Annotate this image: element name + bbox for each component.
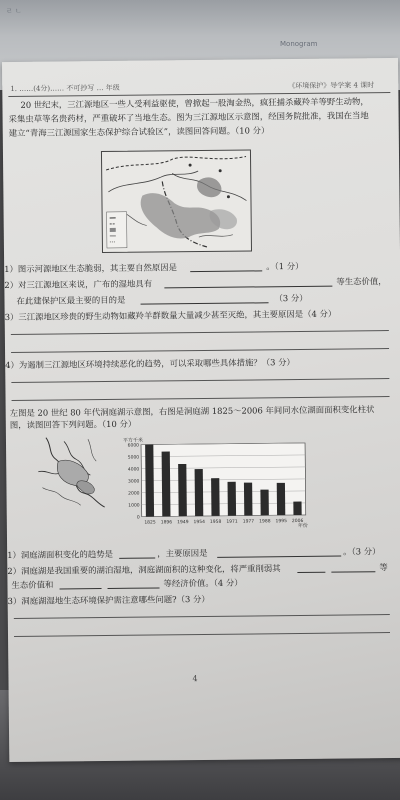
q2-1-score: 。（3 分） (343, 546, 381, 557)
x-tick-label: 1995 (275, 519, 287, 525)
q1-1-blank[interactable] (190, 261, 262, 272)
q1-2b-score: （3 分） (274, 292, 308, 304)
bar-1825 (145, 445, 154, 517)
q2-1-mid: ，主要原因是 (157, 547, 208, 559)
q1-3-answer-line[interactable] (11, 330, 389, 335)
q2-2b-blank2[interactable] (107, 578, 159, 589)
q2-3-answer-line[interactable] (14, 632, 390, 637)
dongting-area-bar-chart (121, 433, 312, 531)
q1-3-text: 3）三江源地区珍贵的野生动物如藏羚羊群数量大量减少甚至灭绝，其主要原因是（4 分） (4, 308, 337, 323)
bar-1971 (228, 482, 237, 516)
q1-intro-line2: 采集虫草等名贵药材，严重破坏了当地生态。图为三江源地区示意图，经国务院批准，我国在当地 (8, 110, 369, 125)
y-tick-label: 3000 (127, 479, 140, 485)
y-tick-label: 5000 (127, 455, 140, 461)
y-tick-label: 6000 (127, 443, 140, 449)
desk-background-top: ㄹ ㄴ Monogram (0, 0, 400, 90)
page-number: 4 (192, 674, 198, 684)
q1-4-answer-line[interactable] (12, 396, 390, 401)
q1-2-text: 2）对三江源地区来说，广布的湿地具有 (4, 278, 153, 291)
q2-2-blank2[interactable] (331, 562, 375, 572)
x-tick-label: 2006 (291, 518, 304, 525)
q1-4-answer-line[interactable] (11, 378, 389, 383)
x-tick-label: 1949 (177, 520, 189, 526)
q2-intro-line1: 左图是 20 世纪 80 年代洞庭湖示意图，右图是洞庭湖 1825～2006 年间同水位湖面面积变化柱状 (9, 404, 375, 419)
sanjiangyuan-map (101, 149, 252, 253)
x-tick-label: 1958 (209, 519, 222, 525)
y-tick-label: 4000 (127, 467, 140, 473)
x-tick-label: 1896 (160, 520, 173, 526)
q2-1-blank-reason[interactable] (217, 547, 341, 558)
y-tick-label: 1000 (128, 503, 140, 509)
y-tick-label: 0 (136, 515, 140, 521)
q2-2b-blank1[interactable] (59, 579, 101, 589)
q2-1-blank-trend[interactable] (119, 548, 155, 558)
q2-2b-text: 生态价值和 (11, 579, 54, 591)
q1-intro-line3: 建立“青海三江源国家生态保护综合试验区”，读图回答问题。（10 分） (8, 125, 270, 139)
bar-1949 (178, 464, 187, 516)
bar-2006 (293, 501, 301, 515)
q1-1-score: 。（1 分） (266, 260, 304, 272)
q1-3-answer-line[interactable] (11, 348, 389, 353)
bar-1954 (195, 469, 204, 516)
q1-2b-text: 在此建保护区最主要的目的是 (16, 294, 126, 306)
q1-intro-line1: 20 世纪末，三江源地区一些人受利益驱使，曾掀起一股淘金热，疯狂捕杀藏羚羊等野生动物， (20, 96, 369, 110)
bar-1896 (162, 452, 171, 517)
q2-2-text: 2）洞庭湖是我国重要的湖泊湿地，洞庭湖面积的这种变化，将严重削弱其 (7, 563, 281, 577)
header-right: 《环境保护》导学案 4 课时 (288, 81, 375, 91)
bar-1977 (244, 483, 253, 516)
q2-2-tail: 等 (379, 562, 388, 573)
x-axis-label: 年份 (297, 522, 308, 530)
x-tick-label: 1825 (144, 520, 156, 526)
dongting-lake-map (34, 431, 115, 516)
q1-4-text: 4）为遏制三江源地区环境持续恶化的趋势，可以采取哪些具体措施？（3 分） (5, 357, 295, 371)
q2-3-text: 3）洞庭湖湿地生态环境保护需注意哪些问题?（3 分） (7, 593, 210, 607)
x-tick-label: 1977 (242, 519, 255, 525)
y-tick-label: 2000 (128, 491, 140, 497)
worksheet-page (2, 58, 400, 762)
q2-2-blank1[interactable] (297, 563, 325, 573)
q2-1-text: 1）洞庭湖面积变化的趋势是 (7, 548, 114, 561)
x-tick-label: 1971 (226, 519, 238, 525)
q1-2-tail: 等生态价值， (336, 276, 387, 287)
q2-2b-tail: 等经济价值。（4 分） (163, 577, 243, 589)
x-tick-label: 1988 (259, 519, 271, 525)
header-left: 1. ……(4分)…… 不可抄写 … 年级 (10, 83, 120, 93)
q1-1-text: 1）图示河源地区生态脆弱，其主要自然原因是 (4, 262, 178, 275)
bar-1995 (277, 483, 286, 515)
bar-1958 (211, 478, 220, 516)
q2-3-answer-line[interactable] (14, 614, 390, 619)
q1-2-blank[interactable] (164, 277, 332, 289)
x-tick-label: 1954 (193, 519, 205, 526)
q1-2b-blank[interactable] (140, 293, 268, 304)
y-axis-label: 平方千米 (122, 437, 144, 444)
bar-1988 (260, 490, 268, 516)
q2-intro-line2: 图，读图回答下列问题。（10 分） (9, 418, 137, 431)
